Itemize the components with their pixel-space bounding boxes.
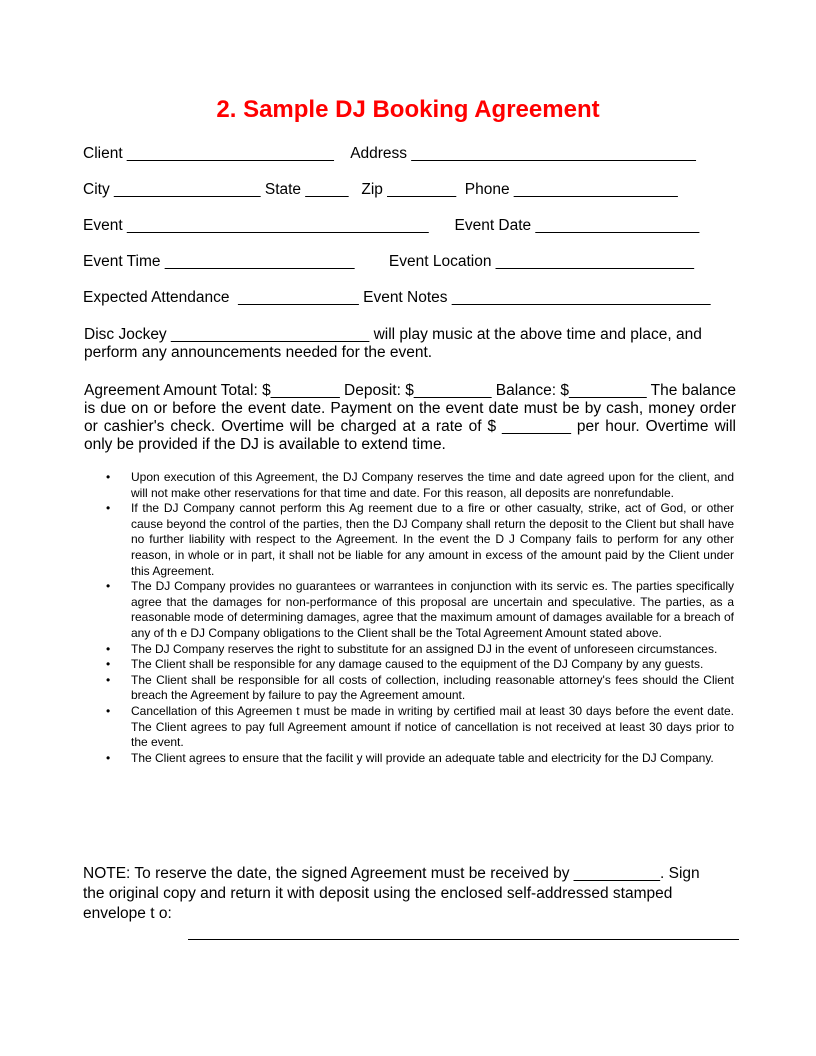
term-item [106,470,734,501]
term-text: Upon execution of this Agreement, the DJ Company reserves the time and date agreed upon for the client, and will not make other reservations for that time and date. For this reason, all deposits are nonrefundable. [131,470,734,500]
page-title: 2. Sample DJ Booking Agreement [216,96,600,123]
bullet-icon: • [106,641,111,656]
term-item [106,642,734,658]
client-address-line: Client ________________________ Address _________________________________ [83,145,696,162]
reservation-note: NOTE: To reserve the date, the signed Agreement must be received by __________. Sign the original copy and return it with deposit using the enclosed self-addressed stamped envelope t o: [83,865,700,922]
term-item [106,657,734,673]
city-state-zip-phone-line: City _________________ State _____ Zip ________ Phone ___________________ [83,181,678,198]
term-text: The DJ Company reserves the right to substitute for an assigned DJ in the event of unforeseen circumstances. [131,641,718,656]
term-text: The Client shall be responsible for all costs of collection, including reasonable attorney's fees should the Client breach the Agreement by failure to pay the Agreement amount. [131,672,734,703]
term-item [106,673,734,704]
event-date-line: Event ___________________________________ Event Date ___________________ [83,217,700,234]
disc-jockey-paragraph: Disc Jockey _______________________ will play music at the above time and place, and perform any announcements needed for the event. [84,326,702,361]
term-text: The DJ Company provides no guarantees or warrantees in conjunction with its servic es. The parties specifically agree that the damages for non-performance of this proposal are uncertain and speculative. The parties, as a reasonable mode of determining damages, agree that the maximum amount of damages available for a breach of any of th e DJ Company obligations to the Client shall be the Total Agreement Amount stated above. [131,579,734,640]
term-item [106,704,734,751]
bullet-icon: • [106,501,111,516]
term-text: If the DJ Company cannot perform this Ag reement due to a fire or other casualty, strike, act of God, or other cause beyond the control of the parties, then the DJ Company shall return the deposit to the Client but shall have no further liability with respect to the Agreement. In the event the D J Company fails to perform for any other reason, in whole or in part, it shall not be liable for any amount in excess of the amount paid by the Client under this Agreement. [131,501,734,578]
term-item [106,501,734,579]
term-text: Cancellation of this Agreemen t must be made in writing by certified mail at least 30 days before the event date. The Client agrees to pay full Agreement amount if notice of cancellation is not received at least 30 days prior to the event. [131,703,734,750]
bullet-icon: • [106,579,111,594]
term-text: The Client agrees to ensure that the facilit y will provide an adequate table and electricity for the DJ Company. [131,750,714,765]
bullet-icon: • [106,703,111,718]
agreement-amount-paragraph: Agreement Amount Total: $________ Deposit: $_________ Balance: $_________ The balance is due on or before the event date. Payment on the event date must be by cash, money order or cashier's check. Overtime will be charged at a rate of $ ________ per hour. Overtime will only be provided if the DJ is available to extend time. [84,382,736,453]
bullet-icon: • [106,750,111,765]
term-item [106,751,734,767]
attendance-notes-line: Expected Attendance ______________ Event Notes ______________________________ [83,289,711,306]
terms-list [106,470,734,766]
term-text: The Client shall be responsible for any damage caused to the equipment of the DJ Company by any guests. [131,657,704,672]
return-address-line [188,939,739,940]
bullet-icon: • [106,657,111,672]
event-time-location-line: Event Time ______________________ Event Location _______________________ [83,253,695,270]
bullet-icon: • [106,672,111,687]
bullet-icon: • [106,470,111,484]
term-item [106,579,734,641]
